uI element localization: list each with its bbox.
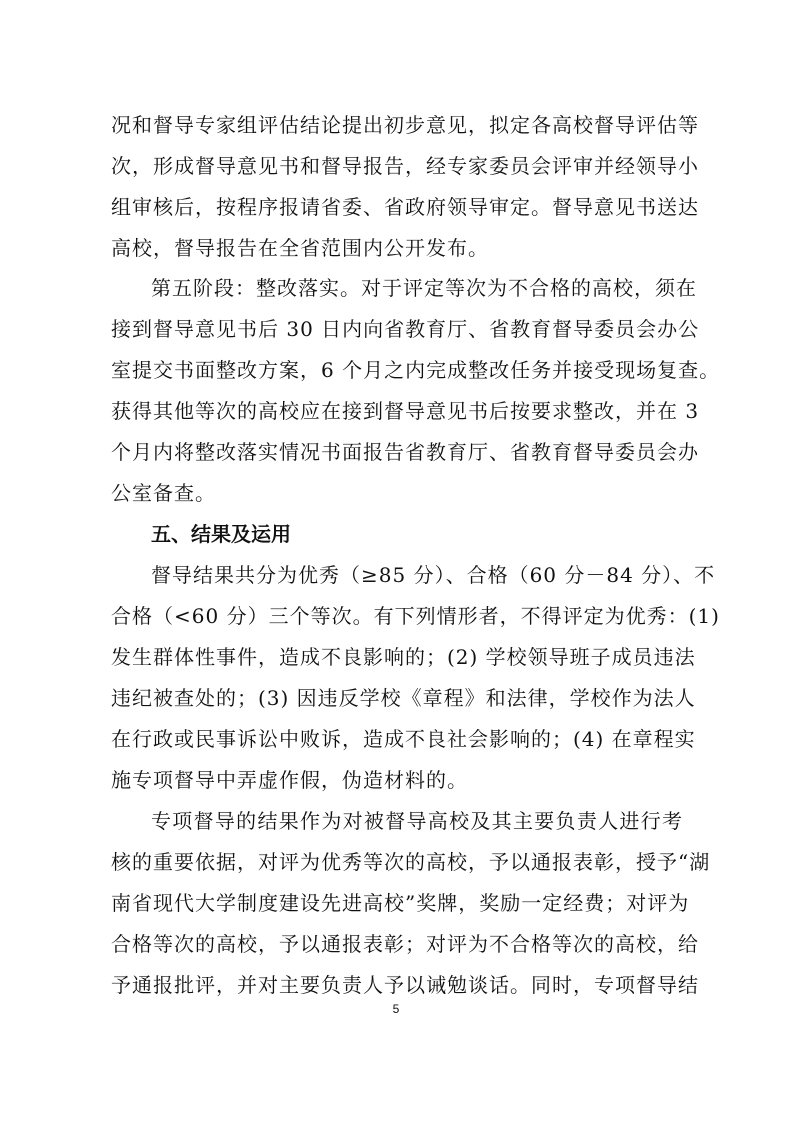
paragraph-1-line-2: 次，形成督导意见书和督导报告，经专家委员会评审并经领导小 <box>111 154 699 178</box>
paragraph-2-line-3: 室提交书面整改方案，6 个月之内完成整改任务并接受现场复查。 <box>111 358 721 382</box>
paragraph-2-line-6: 公室备查。 <box>111 481 216 505</box>
paragraph-4-line-3: 南省现代大学制度建设先进高校”奖牌，奖励一定经费；对评为 <box>111 891 690 915</box>
paragraph-1-line-4: 高校，督导报告在全省范围内公开发布。 <box>111 236 489 260</box>
paragraph-4-line-2: 核的重要依据，对评为优秀等次的高校，予以通报表彰，授予“湖 <box>111 850 711 874</box>
page-number: 5 <box>392 1002 400 1016</box>
paragraph-3-line-1: 督导结果共分为优秀（≥85 分）、合格（60 分－84 分）、不 <box>151 563 716 587</box>
paragraph-3-line-4: 违纪被查处的；(3) 因违反学校《章程》和法律，学校作为法人 <box>111 686 696 710</box>
section-heading: 五、结果及运用 <box>151 522 291 546</box>
paragraph-2-line-4: 获得其他等次的高校应在接到督导意见书后按要求整改，并在 3 <box>111 399 700 423</box>
paragraph-2-line-2: 接到督导意见书后 30 日内向省教育厅、省教育督导委员会办公 <box>111 317 700 341</box>
paragraph-4-line-4: 合格等次的高校，予以通报表彰；对评为不合格等次的高校，给 <box>111 932 699 956</box>
paragraph-2-line-1: 第五阶段：整改落实。对于评定等次为不合格的高校，须在 <box>151 276 697 300</box>
paragraph-3-line-5: 在行政或民事诉讼中败诉，造成不良社会影响的；(4) 在章程实 <box>111 727 696 751</box>
paragraph-1-line-1: 况和督导专家组评估结论提出初步意见，拟定各高校督导评估等 <box>111 113 699 137</box>
paragraph-3-line-2: 合格（<60 分）三个等次。有下列情形者，不得评定为优秀：(1) <box>111 604 720 628</box>
paragraph-4-line-5: 予通报批评，并对主要负责人予以诫勉谈话。同时，专项督导结 <box>111 973 699 997</box>
paragraph-4-line-1: 专项督导的结果作为对被督导高校及其主要负责人进行考 <box>151 809 683 833</box>
paragraph-2-line-5: 个月内将整改落实情况书面报告省教育厅、省教育督导委员会办 <box>111 440 699 464</box>
paragraph-3-line-6: 施专项督导中弄虚作假，伪造材料的。 <box>111 768 468 792</box>
paragraph-1-line-3: 组审核后，按程序报请省委、省政府领导审定。督导意见书送达 <box>111 195 699 219</box>
paragraph-3-line-3: 发生群体性事件，造成不良影响的；(2) 学校领导班子成员违法 <box>111 645 696 669</box>
